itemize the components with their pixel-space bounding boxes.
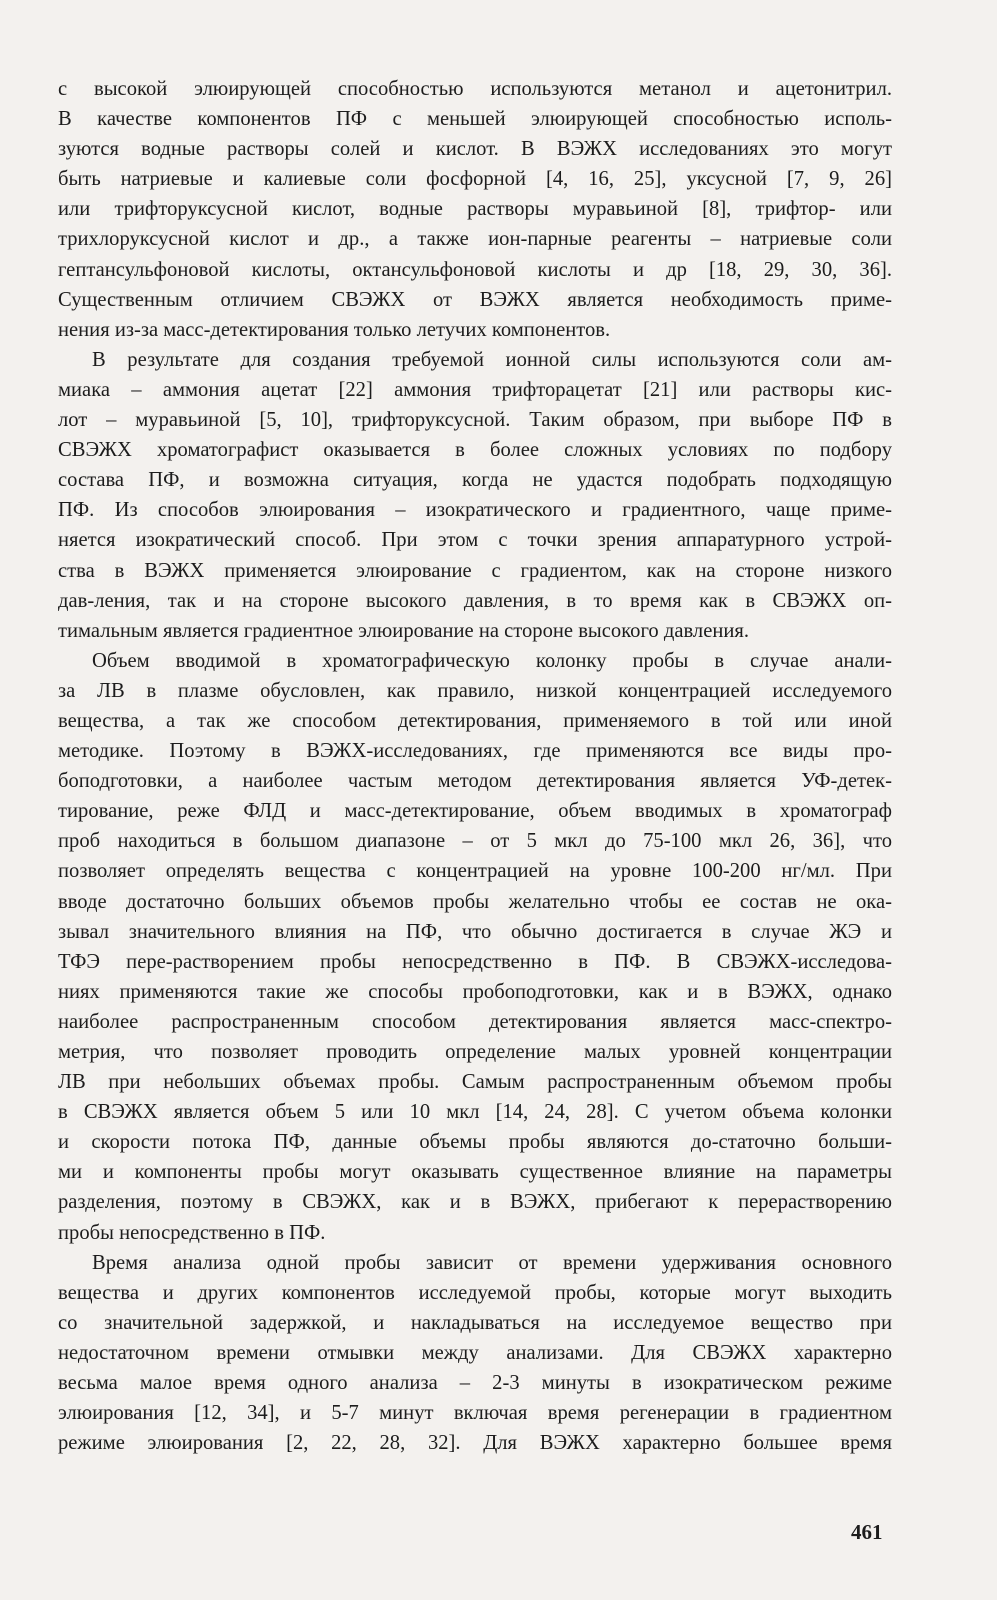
text-line: в СВЭЖХ является объем 5 или 10 мкл [14, 24, 28]. С учетом объема колонки: [58, 1101, 892, 1124]
text-line: зуются водные растворы солей и кислот. В ВЭЖХ исследованиях это могут: [58, 138, 892, 161]
text-line: Время анализа одной пробы зависит от времени удерживания основного: [92, 1251, 892, 1274]
text-line: ЛВ при небольших объемах пробы. Самым распространенным объемом пробы: [58, 1071, 892, 1094]
text-line: лот – муравьиной [5, 10], трифторуксусной. Таким образом, при выборе ПФ в: [58, 409, 892, 432]
text-line: В качестве компонентов ПФ с меньшей элюирующей способностью исполь-: [58, 108, 892, 131]
text-line: гептансульфоновой кислоты, октансульфоновой кислоты и др [18, 29, 30, 36].: [58, 258, 892, 281]
text-line: ниях применяются такие же способы пробоподготовки, как и в ВЭЖХ, однако: [58, 980, 892, 1003]
text-line: няется изократический способ. При этом с точки зрения аппаратурного устрой-: [58, 529, 892, 552]
paragraph: [58, 74, 892, 345]
text-line: пробы непосредственно в ПФ.: [58, 1221, 326, 1244]
text-line: СВЭЖХ хроматографист оказывается в более сложных условиях по подбору: [58, 439, 892, 462]
text-line: быть натриевые и калиевые соли фосфорной [4, 16, 25], уксусной [7, 9, 26]: [58, 168, 892, 191]
text-line: наиболее распространенным способом детектирования является масс-спектро-: [58, 1010, 892, 1033]
text-line: недостаточном времени отмывки между анализами. Для СВЭЖХ характерно: [58, 1341, 892, 1364]
text-line: и скорости потока ПФ, данные объемы пробы являются до-статочно больши-: [58, 1131, 892, 1154]
text-line: ПФ. Из способов элюирования – изократического и градиентного, чаще приме-: [58, 499, 892, 522]
text-line: со значительной задержкой, и накладываться на исследуемое вещество при: [58, 1311, 892, 1334]
text-line: ства в ВЭЖХ применяется элюирование с градиентом, как на стороне низкого: [58, 559, 892, 582]
paragraph: [58, 1248, 892, 1459]
text-line: проб находиться в большом диапазоне – от 5 мкл до 75-100 мкл 26, 36], что: [58, 830, 892, 853]
text-line: нения из-за масс-детектирования только летучих компонентов.: [58, 318, 611, 341]
text-line: ми и компоненты пробы могут оказывать существенное влияние на параметры: [58, 1161, 892, 1184]
text-line: за ЛВ в плазме обусловлен, как правило, низкой концентрацией исследуемого: [58, 679, 892, 702]
text-line: вещества, а так же способом детектирования, применяемого в той или иной: [58, 709, 892, 732]
paragraph: [58, 646, 892, 1248]
body-text: [58, 74, 892, 1458]
text-line: В результате для создания требуемой ионной силы используются соли ам-: [92, 348, 892, 371]
text-line: боподготовки, а наиболее частым методом детектирования является УФ-детек-: [58, 770, 892, 793]
text-line: или трифторуксусной кислот, водные растворы муравьиной [8], трифтор- или: [58, 198, 892, 221]
text-line: зывал значительного влияния на ПФ, что обычно достигается в случае ЖЭ и: [58, 920, 892, 943]
text-line: весьма малое время одного анализа – 2-3 минуты в изократическом режиме: [58, 1372, 892, 1395]
text-line: элюирования [12, 34], и 5-7 минут включая время регенерации в градиентном: [58, 1402, 892, 1425]
text-line: метрия, что позволяет проводить определение малых уровней концентрации: [58, 1041, 892, 1063]
paragraph: [58, 345, 892, 646]
page-number: 461: [851, 1520, 883, 1544]
text-line: режиме элюирования [2, 22, 28, 32]. Для ВЭЖХ характерно большее время: [58, 1432, 892, 1455]
text-line: тирование, реже ФЛД и масс-детектирование, объем вводимых в хроматограф: [58, 800, 892, 823]
text-line: вещества и других компонентов исследуемой пробы, которые могут выходить: [58, 1281, 892, 1304]
text-line: с высокой элюирующей способностью используются метанол и ацетонитрил.: [58, 78, 892, 100]
text-line: дав-ления, так и на стороне высокого давления, в то время как в СВЭЖХ оп-: [58, 589, 892, 612]
text-line: трихлоруксусной кислот и др., а также ион-парные реагенты – натриевые соли: [58, 228, 892, 251]
text-line: Объем вводимой в хроматографическую колонку пробы в случае анали-: [92, 649, 892, 672]
text-line: состава ПФ, и возможна ситуация, когда не удастся подобрать подходящую: [58, 469, 892, 492]
text-line: тимальным является градиентное элюирование на стороне высокого давления.: [58, 619, 749, 642]
text-line: позволяет определять вещества с концентрацией на уровне 100-200 нг/мл. При: [58, 860, 892, 883]
text-line: Существенным отличием СВЭЖХ от ВЭЖХ является необходимость приме-: [58, 288, 892, 311]
text-line: вводе достаточно больших объемов пробы желательно чтобы ее состав не ока-: [58, 890, 892, 913]
text-line: разделения, поэтому в СВЭЖХ, как и в ВЭЖХ, прибегают к перерастворению: [58, 1191, 892, 1214]
text-line: миака – аммония ацетат [22] аммония трифторацетат [21] или растворы кис-: [58, 378, 892, 401]
text-line: ТФЭ пере-растворением пробы непосредственно в ПФ. В СВЭЖХ-исследова-: [58, 950, 892, 973]
text-line: методике. Поэтому в ВЭЖХ-исследованиях, где применяются все виды про-: [58, 740, 892, 763]
